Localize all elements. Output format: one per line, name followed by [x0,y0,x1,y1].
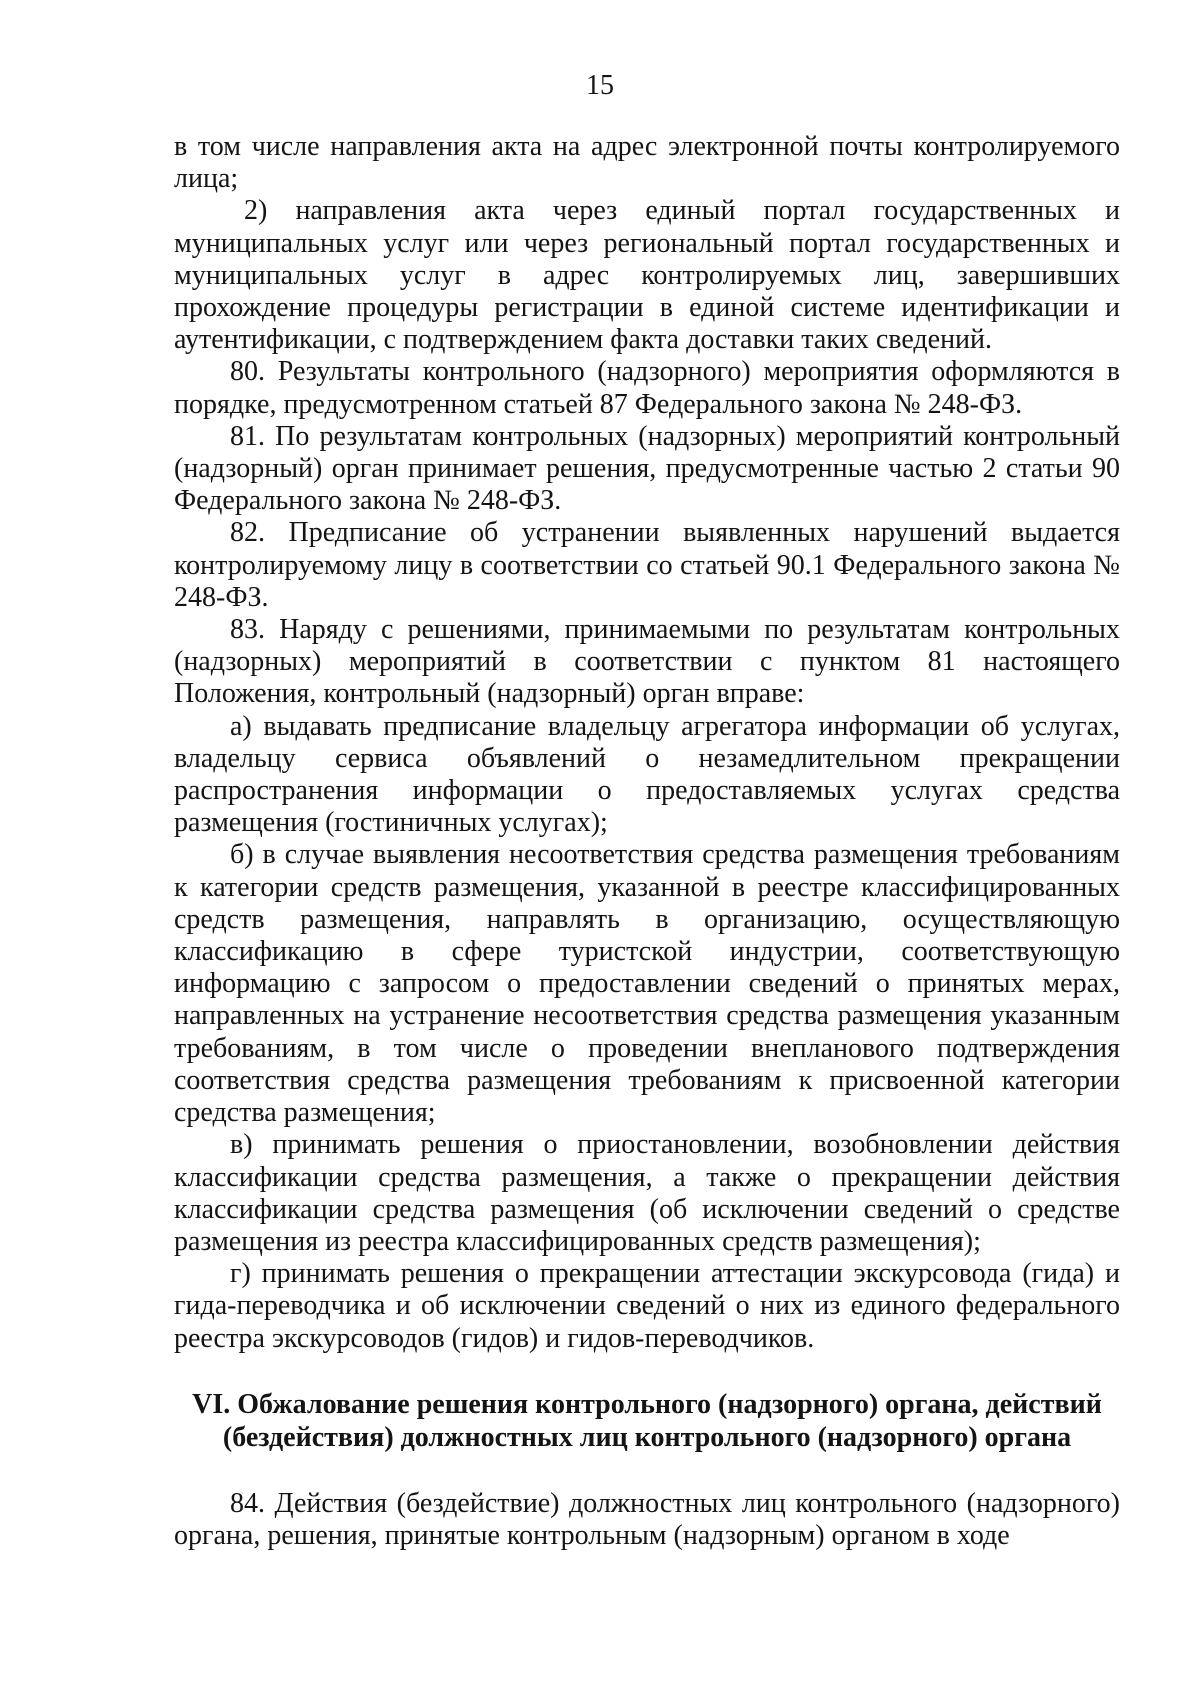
paragraph-80: 80. Результаты контрольного (надзорного) мероприятия оформляются в порядке, предусмотренном статьей 87 Федерального закона № 248-ФЗ. [174,356,1120,420]
paragraph-83-g: г) принимать решения о прекращении аттестации экскурсовода (гида) и гида-переводчика и об исключении сведений о них из единого федерального реестра экскурсоводов (гидов) и гидов-переводчиков. [174,1258,1120,1354]
paragraph-83-a: а) выдавать предписание владельцу агрегатора информации об услугах, владельцу сервиса объявлений о незамедлительном прекращении распространения информации о предоставляемых услугах средства размещения (гостиничных услугах); [174,710,1120,839]
page-number: 15 [586,70,614,101]
paragraph-83-v: в) принимать решения о приостановлении, возобновлении действия классификации средства размещения, а также о прекращении действия классификации средства размещения (об исключении сведений о средстве размещения из реестра классифицированных средств размещения); [174,1129,1120,1257]
paragraph-81: 81. По результатам контрольных (надзорных) мероприятий контрольный (надзорный) орган принимает решения, предусмотренные частью 2 статьи 90 Федерального закона № 248-ФЗ. [174,420,1120,517]
section-heading: VI. Обжалование решения контрольного (надзорного) органа, действий (бездействия) должностных лиц контрольного (надзорного) органа [192,1388,1102,1453]
paragraph-82: 82. Предписание об устранении выявленных нарушений выдается контролируемому лицу в соответствии со статьей 90.1 Федерального закона № 248-ФЗ. [174,517,1120,613]
document-body [174,131,1120,1552]
paragraph-continuation: в том числе направления акта на адрес электронной почты контролируемого лица; [174,131,1120,195]
paragraph-83: 83. Наряду с решениями, принимаемыми по результатам контрольных (надзорных) мероприятий в соответствии с пунктом 81 настоящего Положения, контрольный (надзорный) орган вправе: [174,614,1120,710]
paragraph-84: 84. Действия (бездействие) должностных лиц контрольного (надзорного) органа, решения, принятые контрольным (надзорным) органом в ходе [174,1487,1120,1551]
paragraph-item-2: 2) направления акта через единый портал государственных и муниципальных услуг или через региональный портал государственных и муниципальных услуг в адрес контролируемых лиц, завершивших прохождение процедуры регистрации в единой системе идентификации и аутентификации, с подтверждением факта доставки таких сведений. [174,195,1120,356]
paragraph-83-b: б) в случае выявления несоответствия средства размещения требованиям к категории средств размещения, указанной в реестре классифицированных средств размещения, направлять в организацию, осуществляющую классификацию в сфере туристской индустрии, соответствующую информацию с запросом о предоставлении сведений о принятых мерах, направленных на устранение несоответствия средства размещения указанным требованиям, в том числе о проведении внепланового подтверждения соответствия средства размещения требованиям к присвоенной категории средства размещения; [174,839,1120,1129]
